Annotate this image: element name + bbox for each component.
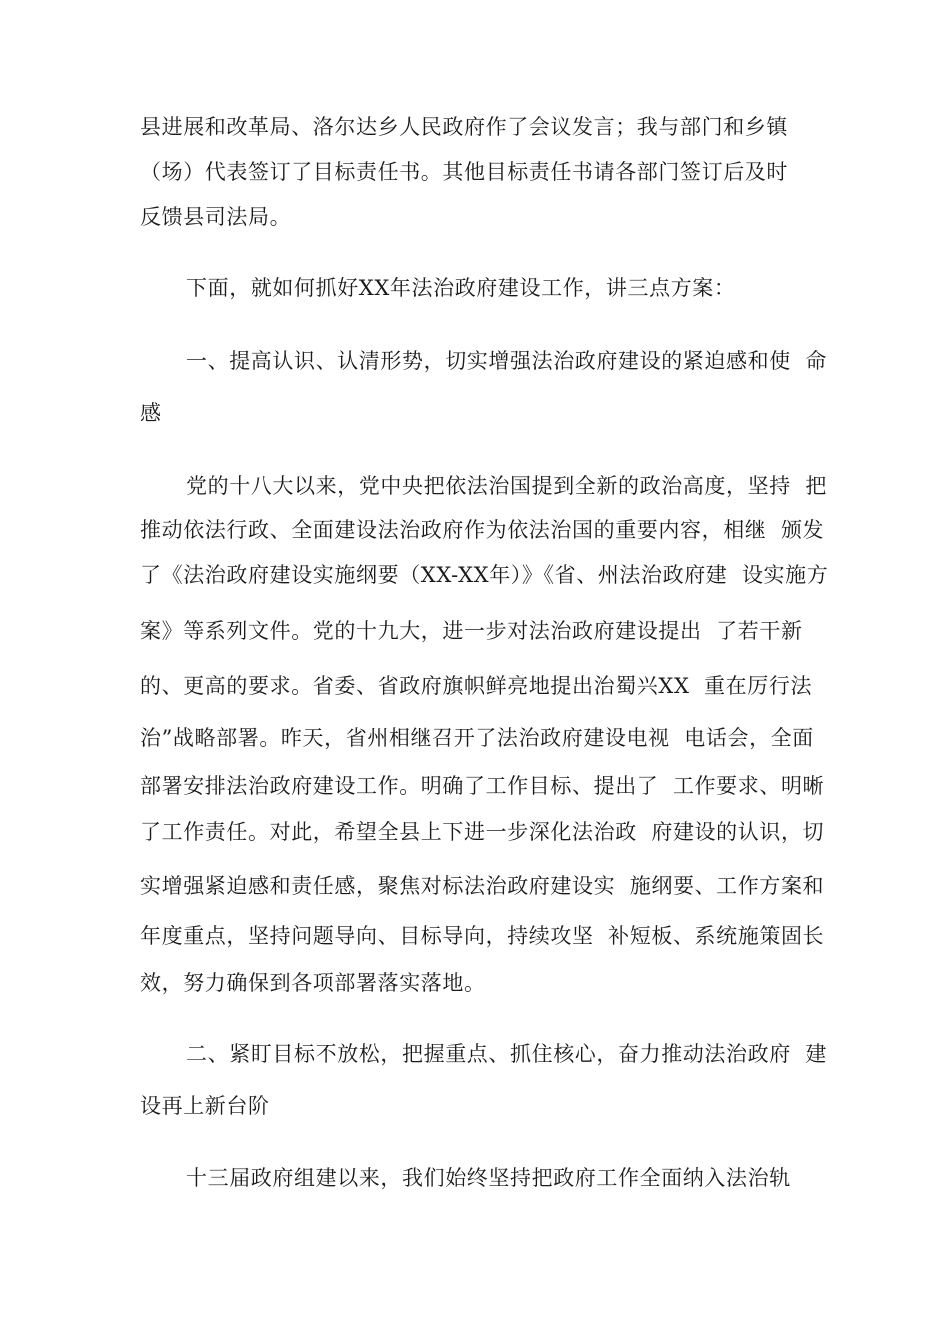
- text-line: （场）代表签订了目标责任书。其他目标责任书请各部门签订后及时: [140, 160, 788, 184]
- text-line: 推动依法行政、全面建设法治政府作为依法治国的重要内容，相继 颁发: [140, 518, 825, 542]
- text-line: 案》等系列文件。党的十九大，进一步对法治政府建设提出 了若干新: [140, 619, 803, 643]
- text-line: 十三届政府组建以来，我们始终坚持把政府工作全面纳入法治轨: [186, 1166, 791, 1190]
- text-line: 反馈县司法局。: [140, 205, 292, 229]
- text-line: 实增强紧迫感和责任感，聚焦对标法治政府建设实 施纲要、工作方案和: [140, 874, 825, 898]
- text-line: 县进展和改革局、洛尔达乡人民政府作了会议发言；我与部门和乡镇: [140, 115, 788, 139]
- text-line: 党的十八大以来，党中央把依法治国提到全新的政治高度，坚持 把: [186, 474, 827, 498]
- heading-line: 感: [140, 401, 162, 425]
- text-line: 部署安排法治政府建设工作。明确了工作目标、提出了 工作要求、明晰: [140, 774, 825, 798]
- text-line: 治”战略部署。昨天，省州相继召开了法治政府建设电视 电话会，全面: [140, 726, 814, 750]
- heading-line: 设再上新台阶: [140, 1094, 270, 1118]
- text-line: 年度重点，坚持问题导向、目标导向，持续攻坚 补短板、系统施策固长: [140, 924, 825, 948]
- text-line: 的、更高的要求。省委、省政府旗帜鲜亮地提出治蜀兴XX 重在厉行法: [140, 674, 813, 698]
- heading-line: 一、提高认识、认清形势，切实增强法治政府建设的紧迫感和使 命: [186, 349, 827, 373]
- heading-line: 二、紧盯目标不放松，把握重点、抓住核心，奋力推动法治政府 建: [186, 1042, 827, 1066]
- text-line: 了工作责任。对此，希望全县上下进一步深化法治政 府建设的认识，切: [140, 820, 825, 844]
- text-line: 效，努力确保到各项部署落实落地。: [140, 971, 486, 995]
- text-line: 下面，就如何抓好XX年法治政府建设工作，讲三点方案：: [186, 276, 736, 300]
- text-line: 了《法治政府建设实施纲要（XX-XX年）》《省、州法治政府建 设实施方: [140, 563, 829, 587]
